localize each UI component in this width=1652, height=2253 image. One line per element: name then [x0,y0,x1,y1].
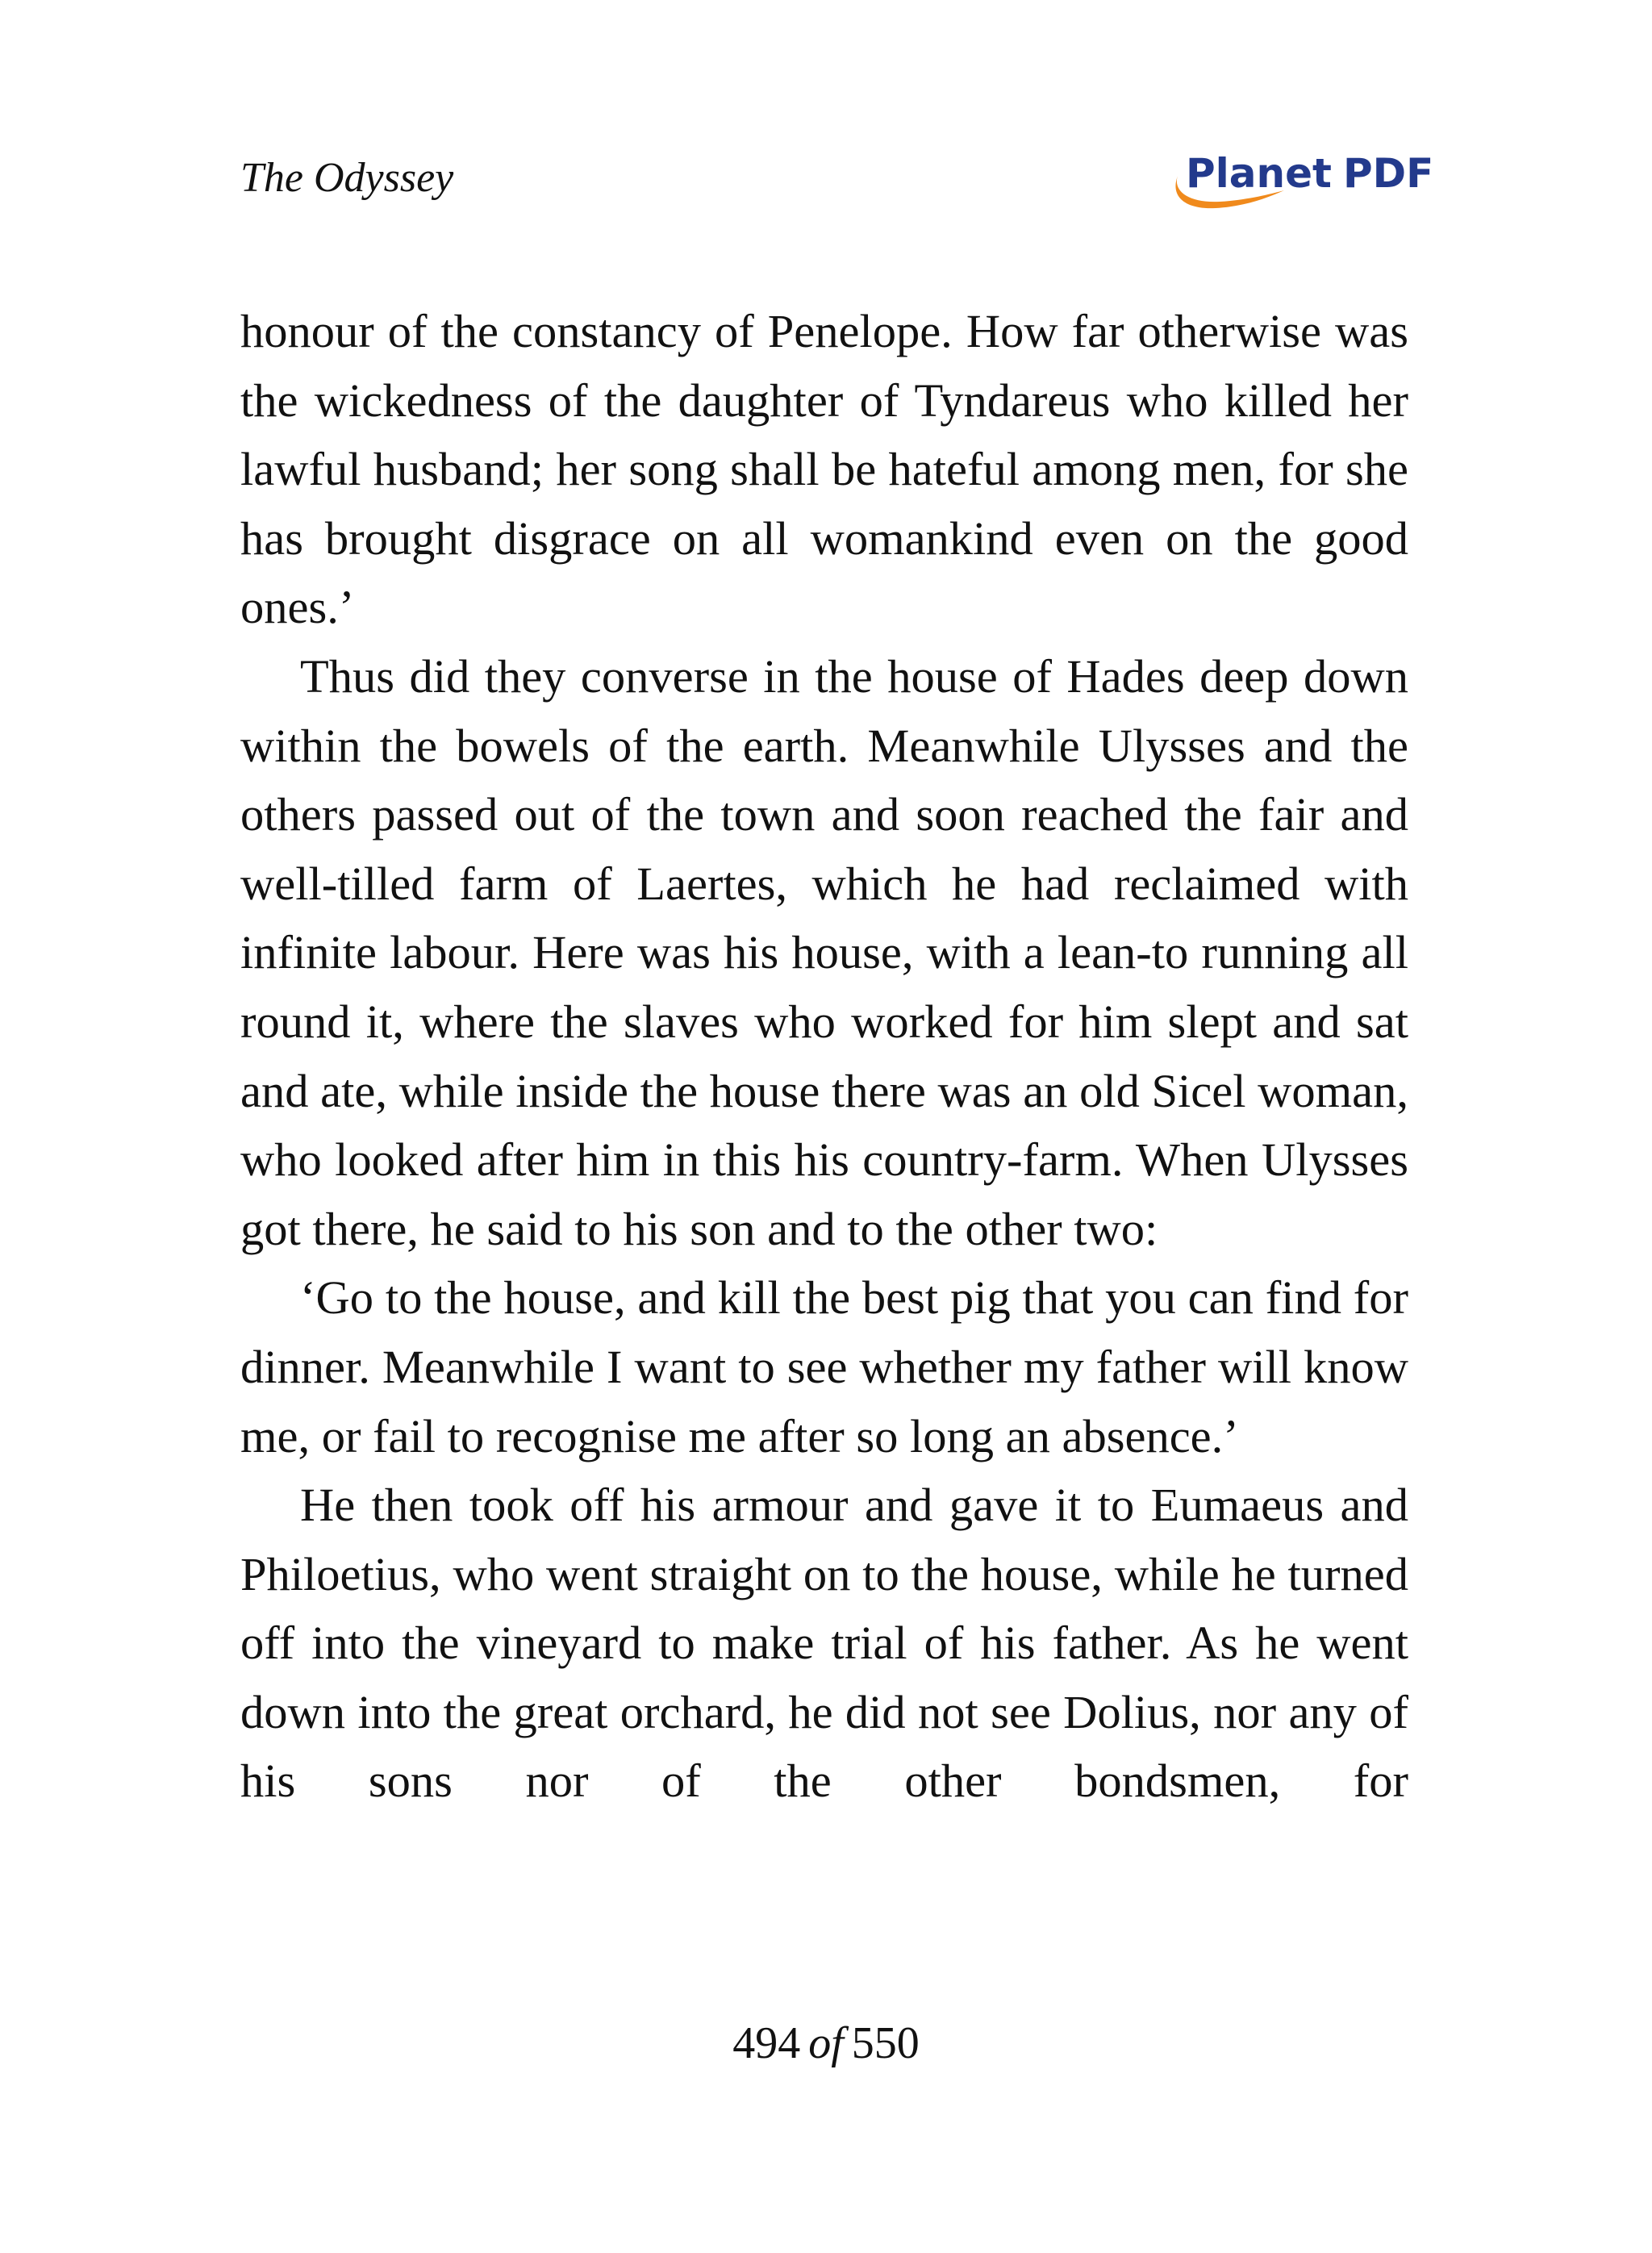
body-text [240,297,1408,1816]
total-pages: 550 [851,2018,920,2068]
current-page-number: 494 [732,2018,801,2068]
paragraph-1: honour of the constancy of Penelope. How far otherwise was the wickedness of the daughter of Tyndareus who killed her lawful husband; her song shall be hateful among men, for she has brought disgrace on all womankind even on the good ones.’ [240,305,1408,634]
page-of-label: of [808,2018,844,2068]
running-header-title: The Odyssey [240,155,454,201]
page-number [0,2015,1652,2072]
logo-text [1186,145,1433,202]
paragraph-4: He then took off his armour and gave it to Eumaeus and Philoetius, who went straight on to the house, while he turned off into the vineyard to make trial of his father. As he went down into the great orchard, he did not see Dolius, nor any of his sons nor of the other bondsmen, for [240,1479,1408,1808]
paragraph-2: Thus did they converse in the house of Hades deep down within the bowels of the earth. Meanwhile Ulysses and the others passed out of the town and soon reached the fair and well-tilled farm of Laertes, which he had reclaimed with infinite labour. Here was his house, with a lean-to running all round it, where the slaves who worked for him slept and sat and ate, while inside the house there was an old Sicel woman, who looked after him in this his country-farm. When Ulysses got there, he said to his son and to the other two: [240,649,1408,1255]
logo-word-pdf: PDF [1342,150,1434,197]
logo-word-planet: Planet [1186,150,1332,197]
paragraph-3: ‘Go to the house, and kill the best pig that you can find for dinner. Meanwhile I want to see whether my father will know me, or fail to recognise me after so long an absence.’ [240,1271,1408,1462]
planet-pdf-logo [1171,145,1434,218]
